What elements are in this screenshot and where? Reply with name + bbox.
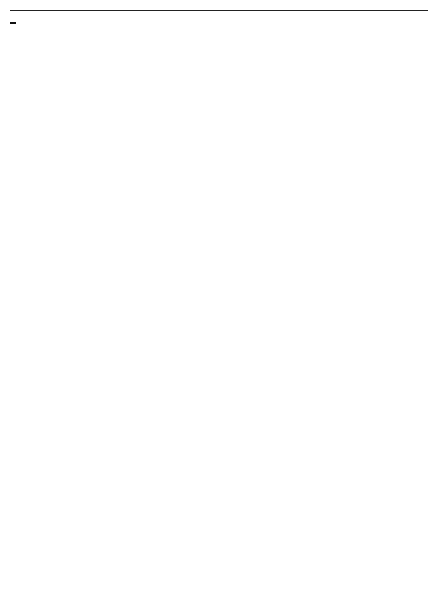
article-paragraph-1 <box>10 14 428 29</box>
headline-divider <box>10 10 428 11</box>
continued-from-tag <box>10 22 16 24</box>
